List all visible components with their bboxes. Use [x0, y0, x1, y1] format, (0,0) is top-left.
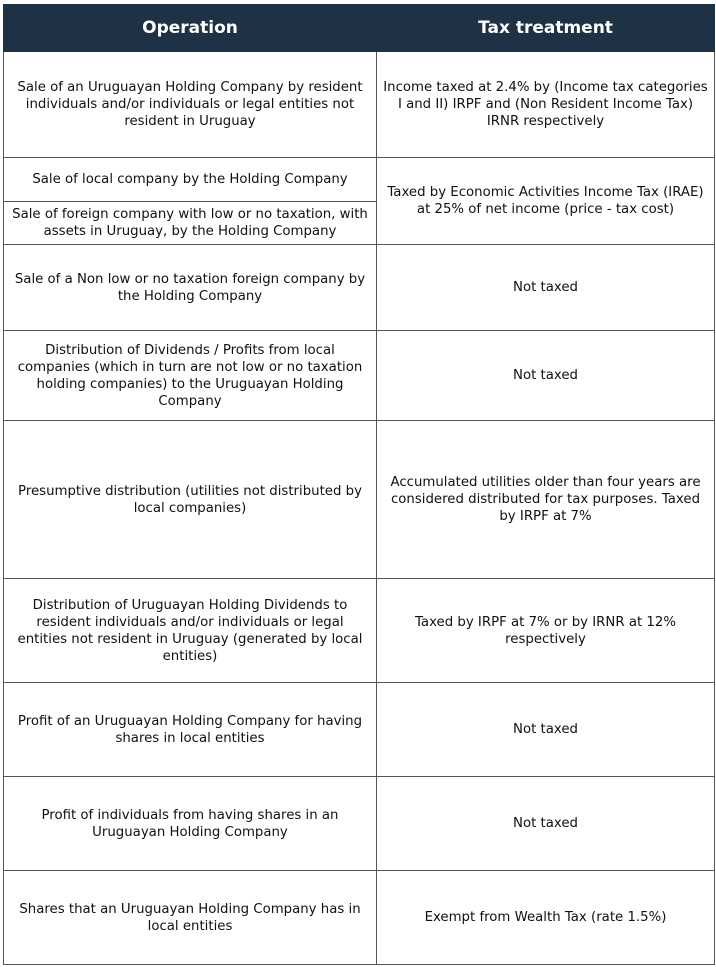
tax-treatment-table [3, 4, 715, 965]
table-row [4, 871, 715, 965]
table-row [4, 158, 715, 202]
header-tax-treatment: Tax treatment [377, 5, 715, 52]
tax-cell: Not taxed [377, 331, 715, 421]
tax-cell: Not taxed [377, 777, 715, 871]
header-operation: Operation [4, 5, 377, 52]
operation-cell: Distribution of Uruguayan Holding Dividends to resident individuals and/or individuals or legal entities not resident in Uruguay (generated by local entities) [4, 579, 377, 683]
table-row [4, 683, 715, 777]
header-row [4, 5, 715, 52]
operation-cell: Sale of foreign company with low or no taxation, with assets in Uruguay, by the Holding Company [4, 202, 377, 245]
operation-cell: Presumptive distribution (utilities not distributed by local companies) [4, 421, 377, 579]
tax-cell: Not taxed [377, 683, 715, 777]
tax-cell: Exempt from Wealth Tax (rate 1.5%) [377, 871, 715, 965]
operation-cell: Distribution of Dividends / Profits from local companies (which in turn are not low or no taxation holding companies) to the Uruguayan Holding Company [4, 331, 377, 421]
table-row [4, 52, 715, 158]
tax-cell: Not taxed [377, 245, 715, 331]
operation-cell: Sale of a Non low or no taxation foreign company by the Holding Company [4, 245, 377, 331]
tax-cell: Taxed by Economic Activities Income Tax (IRAE) at 25% of net income (price - tax cost) [377, 158, 715, 245]
table-row [4, 331, 715, 421]
operation-cell: Profit of individuals from having shares in an Uruguayan Holding Company [4, 777, 377, 871]
table-row [4, 245, 715, 331]
tax-cell: Taxed by IRPF at 7% or by IRNR at 12% respectively [377, 579, 715, 683]
table-row [4, 777, 715, 871]
operation-cell: Sale of an Uruguayan Holding Company by resident individuals and/or individuals or legal entities not resident in Uruguay [4, 52, 377, 158]
table-row [4, 579, 715, 683]
operation-cell: Profit of an Uruguayan Holding Company for having shares in local entities [4, 683, 377, 777]
tax-cell: Accumulated utilities older than four years are considered distributed for tax purposes. Taxed by IRPF at 7% [377, 421, 715, 579]
operation-cell: Shares that an Uruguayan Holding Company has in local entities [4, 871, 377, 965]
operation-cell: Sale of local company by the Holding Company [4, 158, 377, 202]
tax-cell: Income taxed at 2.4% by (Income tax categories I and II) IRPF and (Non Resident Income Tax) IRNR respectively [377, 52, 715, 158]
table-row [4, 421, 715, 579]
